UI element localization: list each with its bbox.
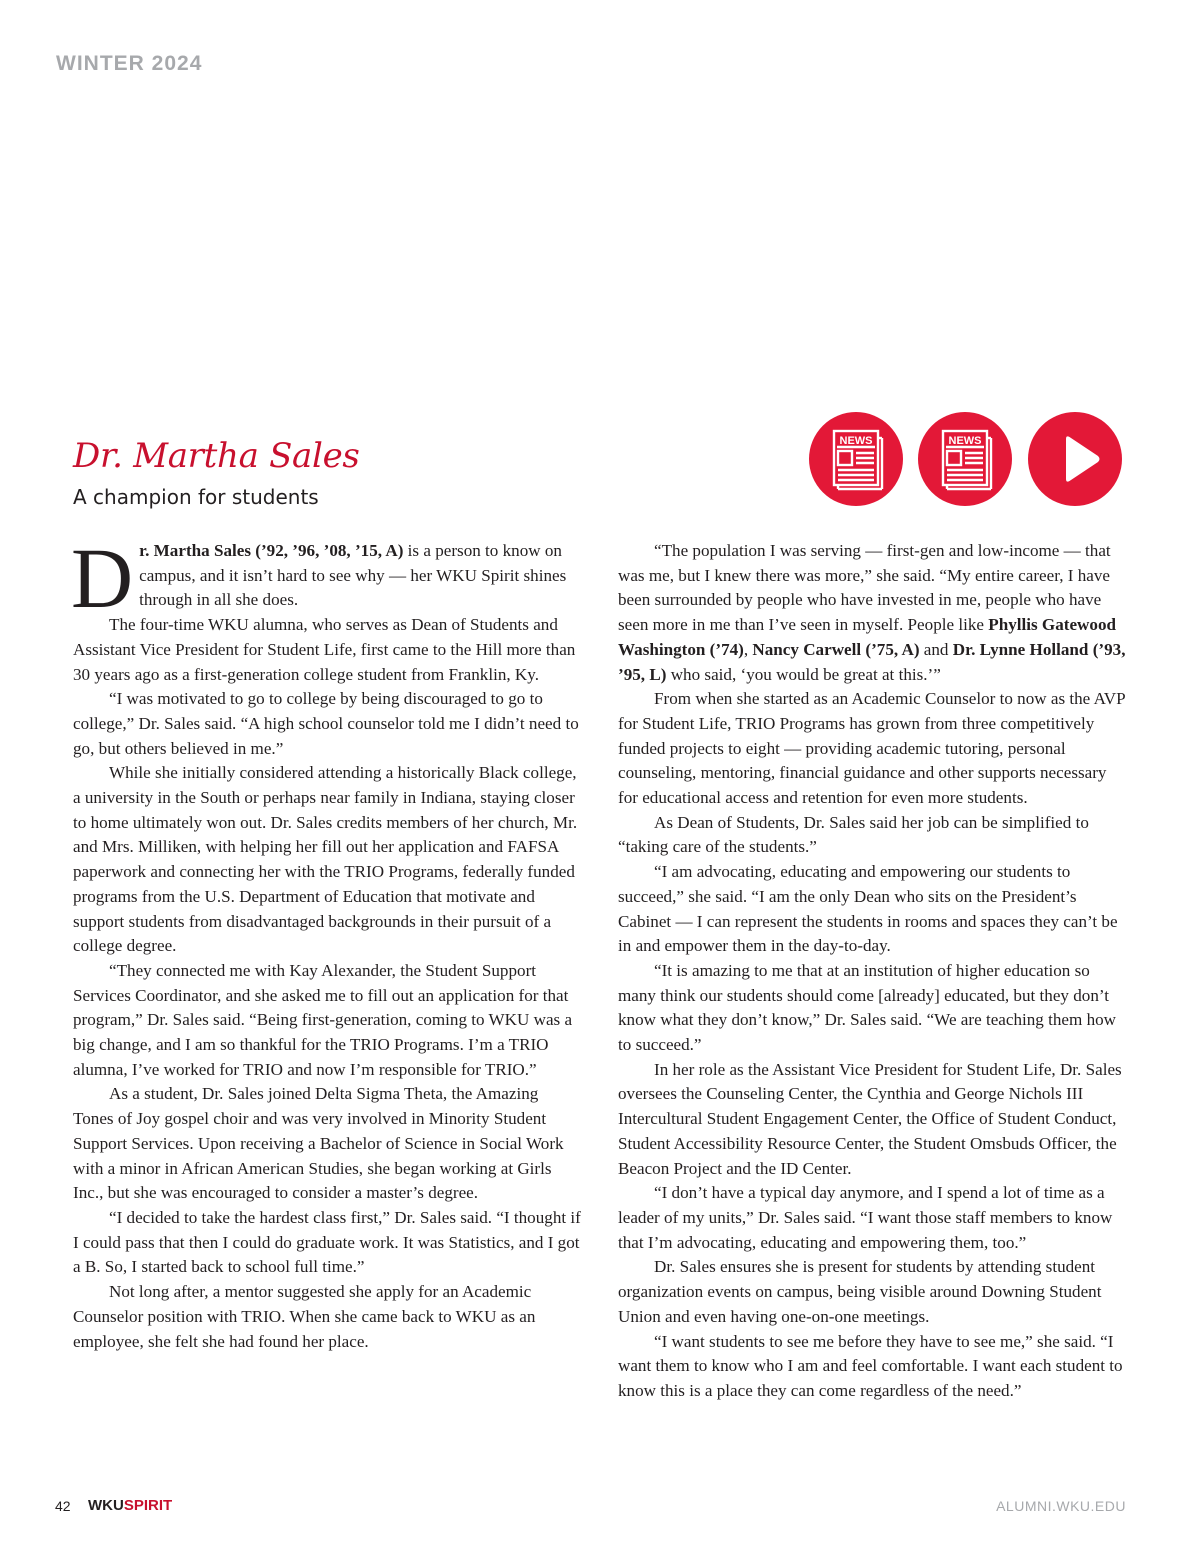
body-paragraph: “I was motivated to go to college by being discouraged to go to college,” Dr. Sales said. “A high school counselor told me I didn’t need to go, but others believed in me.” — [73, 689, 579, 758]
news-icon-label: NEWS — [948, 435, 982, 447]
body-paragraph: “I decided to take the hardest class first,” Dr. Sales said. “I thought if I could pass that then I could do graduate work. It was Statistics, and I got a B. So, I started back to school full time.” — [73, 1207, 581, 1277]
page-number: 42 — [55, 1498, 71, 1514]
news-link-button-1[interactable] — [809, 412, 903, 506]
body-paragraph: “I am advocating, educating and empowering our students to succeed,” she said. “I am the only Dean who sits on the President’s Cabinet — I can represent the students in rooms and spaces they can’t be in and empower them in the day-to-day. — [618, 862, 1118, 956]
intro-text: is a person to know on campus, and it isn’t hard to see why — her WKU Spirit shines through in all she does. — [139, 541, 567, 610]
body-paragraph: “The population I was serving — first-gen and low-income — that was me, but I knew there was more,” she said. “My entire career, I have been surrounded by people who have invested in me, people who have seen more in me than I’ve seen in myself. People like Phyllis Gatewood Washington (’74), Nancy Carwell (’75, A) and Dr. Lynne Holland (’93, ’95, L) who said, ‘you would be great at this.’” — [618, 541, 1126, 684]
news-icon — [809, 412, 903, 506]
body-paragraph: “It is amazing to me that at an institution of higher education so many think our students should come [already] educated, but they don’t know what they don’t know,” Dr. Sales said. “We are teaching them how to succeed.” — [618, 960, 1117, 1055]
alumni-name: Dr. Lynne Holland (’93, ’95, L) — [618, 639, 1126, 684]
body-paragraph: As a student, Dr. Sales joined Delta Sigma Theta, the Amazing Tones of Joy gospel choir and was very involved in Minority Student Support Services. Upon receiving a Bachelor of Science in Social Work with a minor in African American Studies, she began working at Girls Inc., but she was encouraged to consider a master’s degree. — [73, 1084, 564, 1203]
body-paragraph: Not long after, a mentor suggested she apply for an Academic Counselor position with TRIO. When she came back to WKU as an employee, she felt she had found her place. — [73, 1282, 536, 1351]
intro-paragraph — [71, 530, 581, 626]
issue-label: WINTER 2024 — [56, 52, 203, 75]
body-paragraph: “They connected me with Kay Alexander, the Student Support Services Coordinator, and she asked me to fill out an application for that program,” Dr. Sales said. “Being first-generation, coming to WKU was a big change, and I am so thankful for the TRIO Programs. I’m a TRIO alumna, I’ve worked for TRIO and now I’m responsible for TRIO.” — [73, 960, 573, 1079]
drop-cap: D — [71, 530, 134, 626]
news-link-button-2[interactable] — [918, 412, 1012, 506]
publication-logo: WKUSPIRIT — [88, 1497, 173, 1514]
article-subtitle: A champion for students — [73, 485, 319, 509]
intro-name: r. Martha Sales (’92, ’96, ’08, ’15, A) — [139, 541, 404, 560]
news-icon-label: NEWS — [839, 435, 873, 447]
body-paragraph: “I want students to see me before they have to see me,” she said. “I want them to know who I am and feel comfortable. I want each student to know this is a place they can come regardless of the need.” — [618, 1331, 1123, 1400]
body-paragraph: While she initially considered attending a historically Black college, a university in the South or perhaps near family in Indiana, staying closer to home ultimately won out. Dr. Sales credits members of her church, Mr. and Mrs. Milliken, with helping her fill out her application and FAFSA paperwork and connecting her with the TRIO Programs, federally funded programs from the U.S. Department of Education that motivate and support students from disadvantaged backgrounds in their pursuit of a college degree. — [73, 763, 578, 956]
article-column-right — [618, 539, 1126, 1404]
article-column-left — [71, 530, 581, 1354]
article-title: Dr. Martha Sales — [73, 436, 360, 476]
body-paragraph: From when she started as an Academic Counselor to now as the AVP for Student Life, TRIO Programs has grown from three competitively funded projects to eight — providing academic tutoring, personal counseling, mentoring, financial guidance and other supports necessary for educational access and retention for even more students. — [618, 689, 1125, 808]
body-paragraph: The four-time WKU alumna, who serves as Dean of Students and Assistant Vice President for Student Life, first came to the Hill more than 30 years ago as a first-generation college student from Franklin, Ky. — [73, 615, 576, 684]
play-icon — [1028, 412, 1122, 506]
body-paragraph: Dr. Sales ensures she is present for students by attending student organization events on campus, being visible around Downing Student Union and even having one-on-one meetings. — [618, 1257, 1102, 1326]
body-paragraph: “I don’t have a typical day anymore, and I spend a lot of time as a leader of my units,” Dr. Sales said. “I want those staff members to know that I’m advocating, educating and empowering them, too.” — [618, 1183, 1113, 1252]
body-paragraph: As Dean of Students, Dr. Sales said her job can be simplified to “taking care of the students.” — [618, 812, 1089, 857]
footer-url-link[interactable]: ALUMNI.WKU.EDU — [996, 1498, 1126, 1514]
media-links — [809, 412, 1129, 507]
video-play-button[interactable] — [1028, 412, 1122, 506]
news-icon — [918, 412, 1012, 506]
body-paragraph: In her role as the Assistant Vice President for Student Life, Dr. Sales oversees the Counseling Center, the Cynthia and George Nichols III Intercultural Student Engagement Center, the Office of Student Conduct, Student Accessibility Resource Center, the Student Omsbuds Officer, the Beacon Project and the ID Center. — [618, 1059, 1122, 1178]
alumni-name: Nancy Carwell (’75, A) — [752, 639, 920, 659]
alumni-name: Phyllis Gatewood Washington (’74) — [618, 615, 1117, 659]
